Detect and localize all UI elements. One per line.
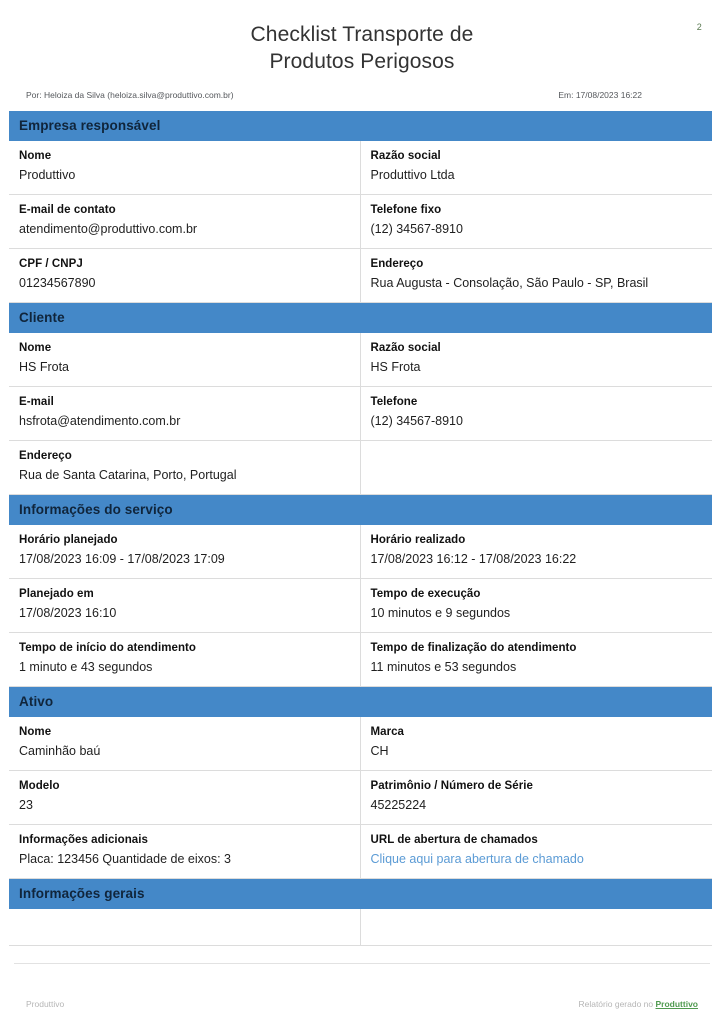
field-value: HS Frota [370, 360, 421, 374]
report-table [9, 111, 712, 946]
field-value: 23 [19, 798, 33, 812]
field-label: Horário realizado [370, 533, 466, 546]
field-label: CPF / CNPJ [19, 257, 83, 270]
page-title [0, 0, 724, 76]
field-cell-right [360, 333, 712, 387]
section-title: Cliente [9, 302, 712, 333]
table-row [9, 440, 712, 494]
field-value: atendimento@produttivo.com.br [19, 222, 198, 236]
document-meta [0, 76, 724, 100]
field-label: Razão social [370, 341, 441, 354]
field-label: Nome [19, 341, 52, 354]
field-label: Nome [19, 725, 52, 738]
field-cell-right [360, 440, 712, 494]
table-row [9, 717, 712, 771]
empty-cell-left [9, 909, 360, 946]
field-label: Patrimônio / Número de Série [370, 779, 533, 792]
section-header-row [9, 686, 712, 717]
field-cell-left [9, 386, 360, 440]
field-value: Rua de Santa Catarina, Porto, Portugal [19, 468, 237, 482]
field-cell-right [360, 770, 712, 824]
author-byline: Por: Heloiza da Silva (heloiza.silva@produttivo.com.br) [26, 89, 234, 100]
generated-timestamp: Em: 17/08/2023 16:22 [558, 89, 642, 100]
field-value: HS Frota [19, 360, 70, 374]
section-header-row [9, 302, 712, 333]
field-value: Rua Augusta - Consolação, São Paulo - SP, Brasil [370, 276, 649, 290]
page-title-line-1: Checklist Transporte de [250, 23, 474, 46]
field-cell-right [360, 386, 712, 440]
footer-brand-link[interactable]: Produttivo [655, 999, 698, 1009]
footer-attribution [578, 999, 698, 1009]
field-label: E-mail de contato [19, 203, 116, 216]
field-label: Horário planejado [19, 533, 118, 546]
section-title: Informações gerais [9, 878, 712, 909]
field-value: 17/08/2023 16:12 - 17/08/2023 16:22 [370, 552, 577, 566]
field-cell-right [360, 141, 712, 195]
section-title: Empresa responsável [9, 111, 712, 141]
field-value: (12) 34567-8910 [370, 414, 463, 428]
field-label: Modelo [19, 779, 60, 792]
table-row [9, 578, 712, 632]
field-value: 45225224 [370, 798, 427, 812]
field-value: Produttivo [19, 168, 76, 182]
field-value: 17/08/2023 16:10 [19, 606, 117, 620]
field-value: 17/08/2023 16:09 - 17/08/2023 17:09 [19, 552, 225, 566]
table-row [9, 770, 712, 824]
field-value-link[interactable]: Clique aqui para abertura de chamado [370, 852, 584, 866]
table-row [9, 141, 712, 195]
field-label: Marca [370, 725, 404, 738]
field-label: Tempo de execução [370, 587, 481, 600]
field-label: Tempo de finalização do atendimento [370, 641, 577, 654]
field-cell-left [9, 440, 360, 494]
section-header-row [9, 878, 712, 909]
footer-attribution-text: Relatório gerado no [578, 999, 656, 1009]
table-row [9, 525, 712, 579]
field-label: E-mail [19, 395, 54, 408]
field-cell-right [360, 525, 712, 579]
field-label: Tempo de início do atendimento [19, 641, 196, 654]
report-body [9, 111, 712, 946]
field-cell-right [360, 578, 712, 632]
field-value: Placa: 123456 Quantidade de eixos: 3 [19, 852, 231, 866]
field-cell-left [9, 141, 360, 195]
footer-company-name: Produttivo [26, 999, 65, 1009]
field-label: Razão social [370, 149, 441, 162]
field-value: CH [370, 744, 389, 758]
field-label: Telefone [370, 395, 418, 408]
field-value: Produttivo Ltda [370, 168, 455, 182]
empty-section-row [9, 909, 712, 946]
empty-cell-right [360, 909, 712, 946]
field-label: Endereço [19, 449, 72, 462]
field-value: 10 minutos e 9 segundos [370, 606, 511, 620]
table-row [9, 386, 712, 440]
section-header-row [9, 494, 712, 525]
field-label: Planejado em [19, 587, 94, 600]
field-cell-left [9, 824, 360, 878]
field-value: (12) 34567-8910 [370, 222, 463, 236]
table-row [9, 194, 712, 248]
field-value: 1 minuto e 43 segundos [19, 660, 153, 674]
field-label: Informações adicionais [19, 833, 148, 846]
page-footer [0, 999, 724, 1009]
footer-divider [14, 963, 710, 964]
field-label: Telefone fixo [370, 203, 442, 216]
field-cell-left [9, 770, 360, 824]
page-title-line-2: Produtos Perigosos [269, 49, 455, 73]
field-label: Endereço [370, 257, 424, 270]
field-cell-right [360, 248, 712, 302]
section-header-row [9, 111, 712, 141]
field-cell-right [360, 824, 712, 878]
field-cell-left [9, 525, 360, 579]
field-cell-left [9, 632, 360, 686]
field-cell-right [360, 717, 712, 771]
field-label: URL de abertura de chamados [370, 833, 538, 846]
field-cell-left [9, 248, 360, 302]
field-cell-left [9, 194, 360, 248]
field-cell-left [9, 578, 360, 632]
field-value: hsfrota@atendimento.com.br [19, 414, 181, 428]
field-label: Nome [19, 149, 52, 162]
field-cell-left [9, 717, 360, 771]
field-cell-right [360, 632, 712, 686]
table-row [9, 333, 712, 387]
table-row [9, 824, 712, 878]
table-row [9, 632, 712, 686]
section-title: Informações do serviço [9, 494, 712, 525]
page-number: 2 [696, 22, 702, 32]
section-title: Ativo [9, 686, 712, 717]
field-value: 11 minutos e 53 segundos [370, 660, 517, 674]
field-cell-left [9, 333, 360, 387]
table-row [9, 248, 712, 302]
field-value [371, 449, 703, 468]
field-value: 01234567890 [19, 276, 96, 290]
field-value: Caminhão baú [19, 744, 101, 758]
field-cell-right [360, 194, 712, 248]
